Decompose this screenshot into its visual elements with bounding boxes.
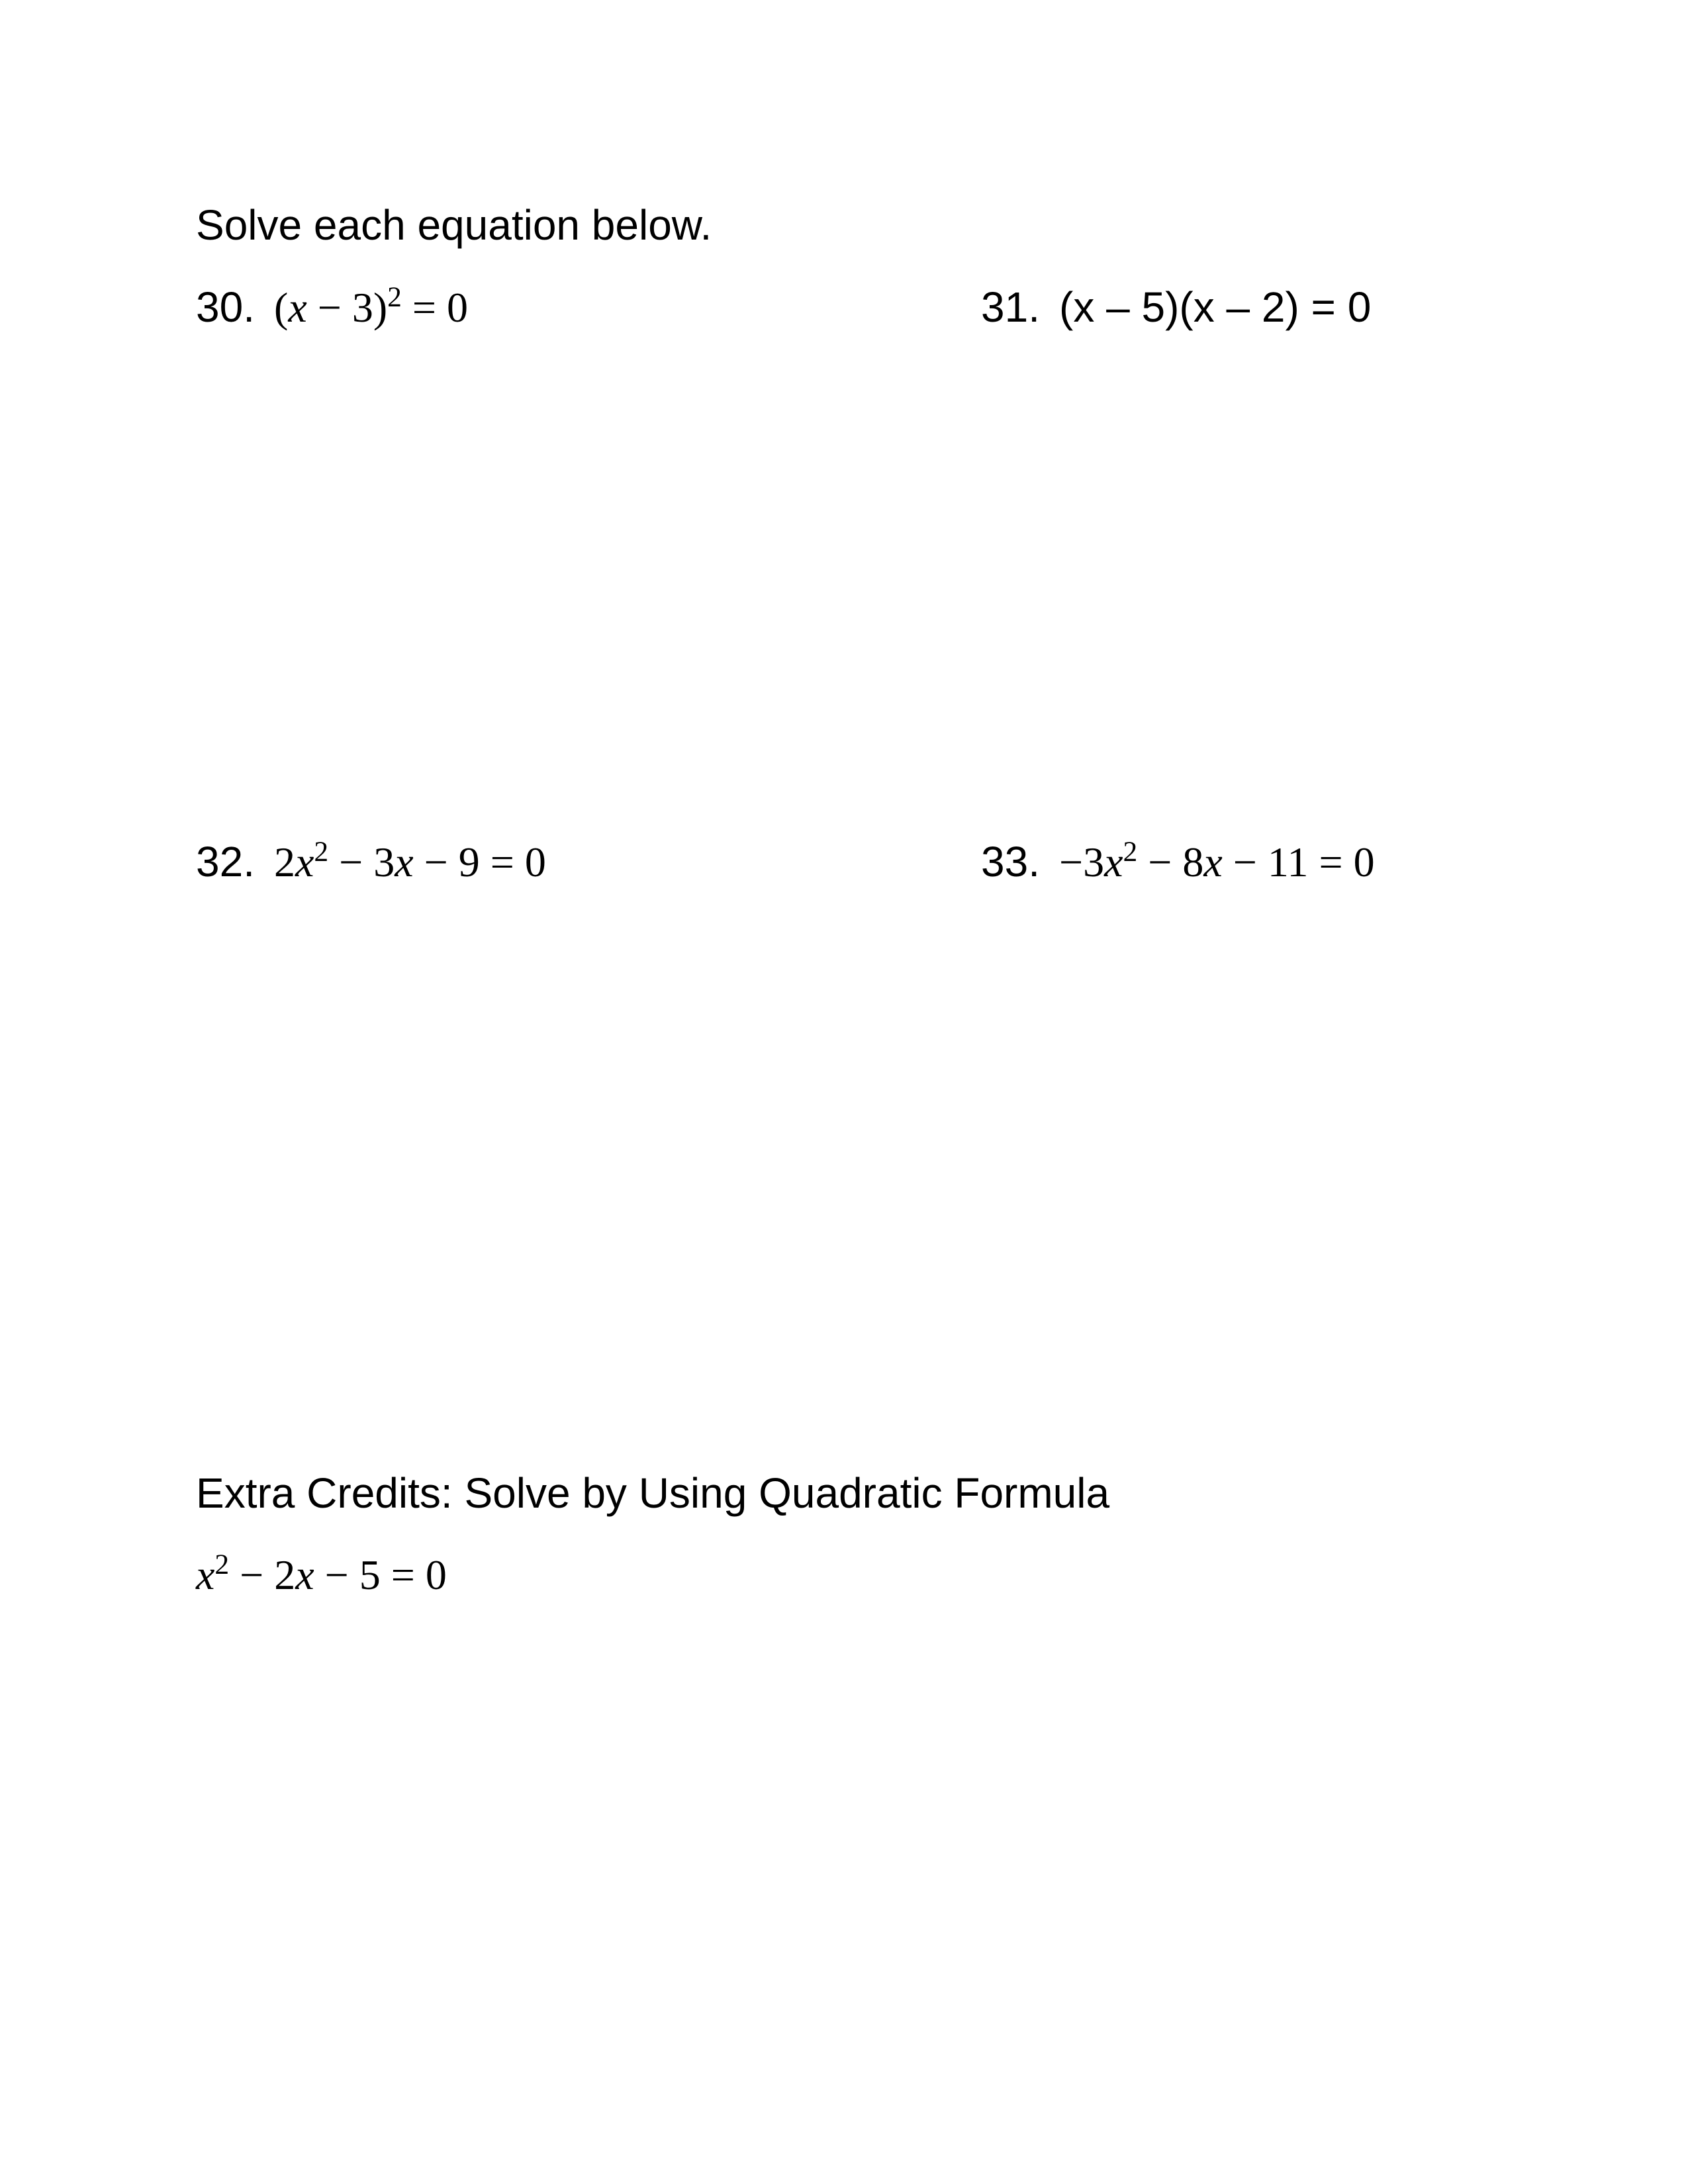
problem-number: 31. <box>981 283 1040 331</box>
extra-credit-heading: Extra Credits: Solve by Using Quadratic Formula <box>196 1469 1110 1517</box>
problem-equation: $2x^2 - 3x - 9 = 0$ <box>274 836 546 886</box>
problem-30 <box>196 281 468 331</box>
problem-equation: $-3x^2 - 8x - 11 = 0$ <box>1059 836 1375 886</box>
problem-number: 30. <box>196 283 255 331</box>
problem-31 <box>981 283 1372 331</box>
instructions: Solve each equation below. <box>196 201 712 249</box>
problem-number: 33. <box>981 838 1040 886</box>
problem-32 <box>196 836 546 886</box>
problem-33 <box>981 836 1375 886</box>
problem-equation: (x – 5)(x – 2) = 0 <box>1059 283 1372 331</box>
problem-number: 32. <box>196 838 255 886</box>
extra-credit-equation: $x^2 - 2x - 5 = 0$ <box>196 1549 447 1598</box>
problem-equation: $(x - 3)^2 = 0$ <box>274 281 468 331</box>
